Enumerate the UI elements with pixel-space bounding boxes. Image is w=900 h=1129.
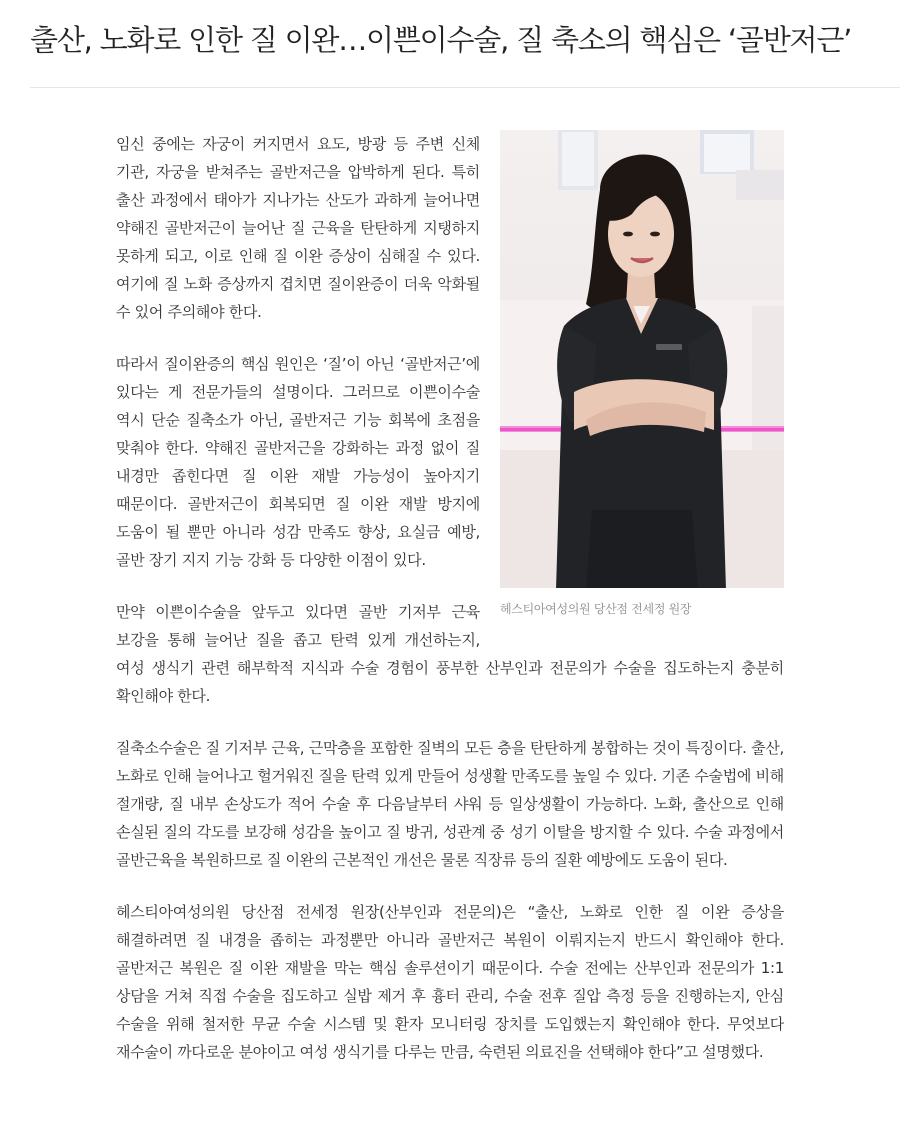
- article-paragraph-2: 따라서 질이완증의 핵심 원인은 ‘질’이 아닌 ‘골반저근’에 있다는 게 전문가들의 설명이다. 그러므로 이쁜이수술 역시 단순 질축소가 아닌, 골반저근 기능 회복에 초점을 맞춰야 한다. 약해진 골반저근을 강화하는 과정 없이 질 내경만 좁힌다면 질 이완 재발 가능성이 높아지기 때문이다. 골반저근이 회복되면 질 이완 재발 방지에 도움이 될 뿐만 아니라 성감 만족도 향상, 요실금 예방, 골반 장기 지지 기능 강화 등 다양한 이점이 있다.: [116, 355, 480, 569]
- article-paragraph-1: 임신 중에는 자궁이 커지면서 요도, 방광 등 주변 신체 기관, 자궁을 받쳐주는 골반저근을 압박하게 된다. 특히 출산 과정에서 태아가 지나가는 산도가 과하게 늘어나면 약해진 골반저근이 늘어난 질 근육을 탄탄하게 지탱하지 못하게 되고, 이로 인해 질 이완 증상이 심해질 수 있다. 여기에 질 노화 증상까지 겹치면 질이완증이 더욱 악화될 수 있어 주의해야 한다.: [116, 135, 480, 321]
- doctor-photo-figure: [500, 130, 784, 617]
- article-paragraph-3: 만약 이쁜이수술을 앞두고 있다면 골반 기저부 근육 보강을 통해 늘어난 질을 좁고 탄력 있게 개선하는지, 여성 생식기 관련 해부학적 지식과 수술 경험이 풍부한 산부인과 전문의가 수술을 집도하는지 충분히 확인해야 한다.: [116, 603, 784, 705]
- article-title: 출산, 노화로 인한 질 이완…이쁜이수술, 질 축소의 핵심은 ‘골반저근’: [30, 23, 852, 57]
- doctor-photo: [500, 130, 784, 588]
- photo-caption: 헤스티아여성의원 당산점 전세정 원장: [500, 602, 692, 616]
- article-body: [116, 130, 784, 1090]
- article-paragraph-5: 헤스티아여성의원 당산점 전세정 원장(산부인과 전문의)은 “출산, 노화로 인한 질 이완 증상을 해결하려면 질 내경을 좁히는 과정뿐만 아니라 골반저근 복원이 이뤄지는지 반드시 확인해야 한다. 골반저근 복원은 질 이완 재발을 막는 핵심 솔루션이기 때문이다. 수술 전에는 산부인과 전문의가 1:1 상담을 거쳐 직접 수술을 집도하고 실밥 제거 후 흉터 관리, 수술 전후 질압 측정 등을 진행하는지, 안심 수술을 위해 철저한 무균 수술 시스템 및 환자 모니터링 장치를 도입했는지 확인해야 한다. 무엇보다 재수술이 까다로운 분야이고 여성 생식기를 다루는 만큼, 숙련된 의료진을 선택해야 한다”고 설명했다.: [116, 903, 784, 1061]
- title-divider: [30, 87, 900, 88]
- doctor-portrait-image: [500, 130, 784, 588]
- article-paragraph-4: 질축소수술은 질 기저부 근육, 근막층을 포함한 질벽의 모든 층을 탄탄하게 봉합하는 것이 특징이다. 출산, 노화로 인해 늘어나고 헐거워진 질을 탄력 있게 만들어 성생활 만족도를 높일 수 있다. 기존 수술법에 비해 절개량, 질 내부 손상도가 적어 수술 후 다음날부터 샤워 등 일상생활이 가능하다. 노화, 출산으로 인해 손실된 질의 각도를 보강해 성감을 높이고 질 방귀, 성관계 중 성기 이탈을 방지할 수 있다. 수술 과정에서 골반근육을 복원하므로 질 이완의 근본적인 개선은 물론 직장류 등의 질환 예방에도 도움이 된다.: [116, 739, 784, 869]
